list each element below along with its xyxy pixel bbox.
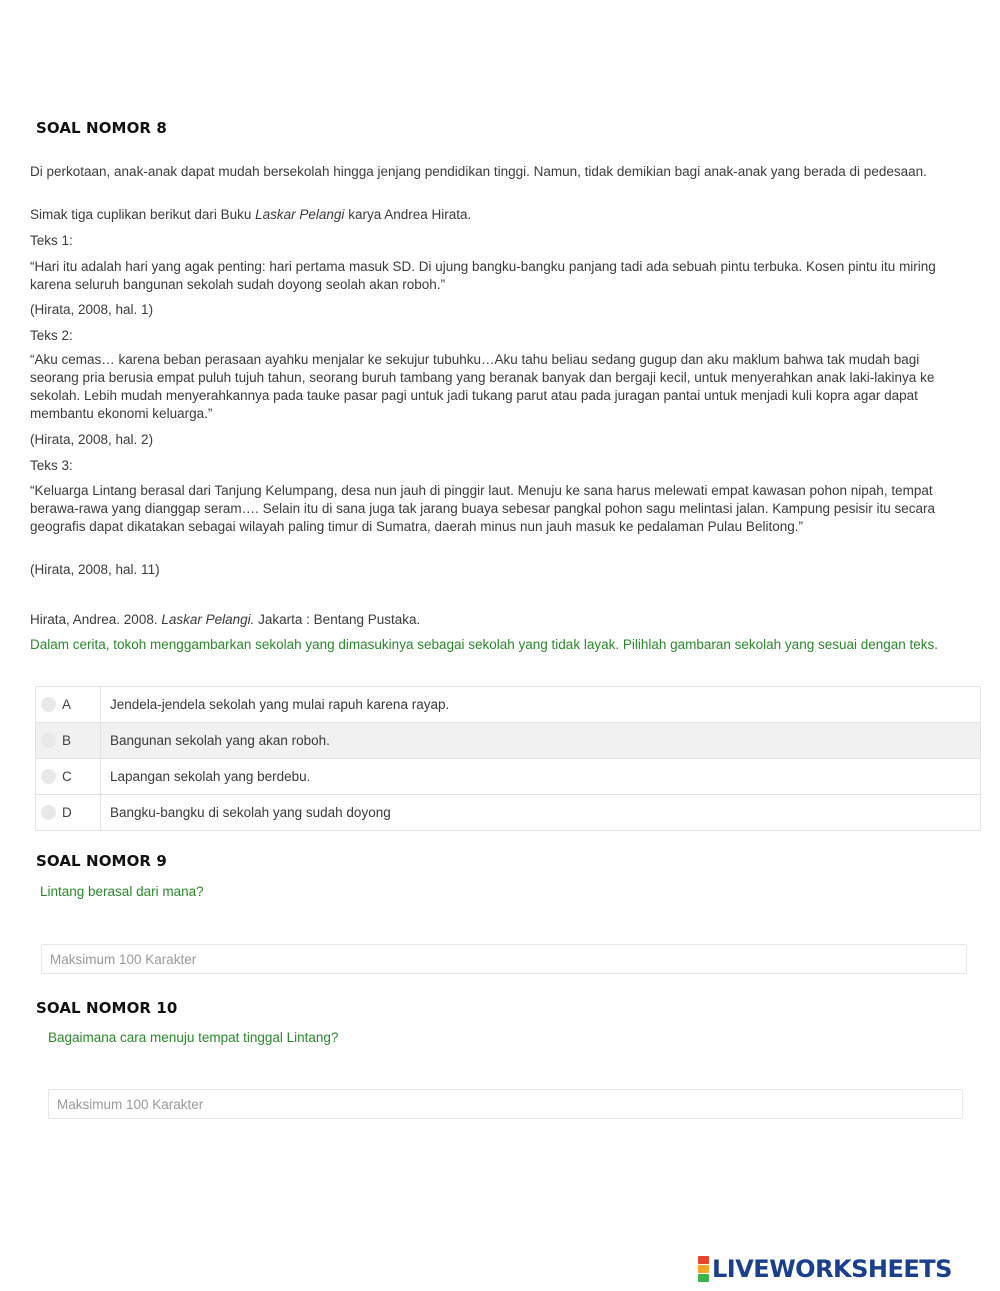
radio-icon[interactable] <box>41 697 56 712</box>
simak-pre: Simak tiga cuplikan berikut dari Buku <box>30 207 256 222</box>
logo-blocks-icon <box>698 1256 709 1282</box>
q9-heading: SOAL NOMOR 9 <box>36 852 167 870</box>
option-b-selector <box>36 723 101 758</box>
q8-heading: SOAL NOMOR 8 <box>36 119 167 137</box>
q10-answer-input[interactable] <box>48 1089 963 1119</box>
ref-pre: Hirata, Andrea. 2008. <box>30 612 162 627</box>
q10-question: Bagaimana cara menuju tempat tinggal Lintang? <box>48 1030 339 1045</box>
ref-post: Jakarta : Bentang Pustaka. <box>254 612 421 627</box>
text1-quote: “Hari itu adalah hari yang agak penting: hari pertama masuk SD. Di ujung bangku-bangku panjang tadi ada sebuah pintu terbuka. Kosen pintu itu miring karena seluruh bangunan sekolah sudah doyong seolah akan roboh.” <box>30 259 936 292</box>
q8-options <box>35 686 981 831</box>
q8-intro: Di perkotaan, anak-anak dapat mudah bersekolah hingga jenjang pendidikan tinggi. Namun, tidak demikian bagi anak-anak yang berada di pedesaan. <box>30 164 927 179</box>
option-a[interactable] <box>36 687 980 723</box>
logo-block-green <box>698 1274 709 1282</box>
text1-label: Teks 1: <box>30 233 73 248</box>
text3-quote: “Keluarga Lintang berasal dari Tanjung Kelumpang, desa nun jauh di pinggir laut. Menuju ke sana harus melewati empat kawasan pohon nipah, tempat berawa-rawa yang dianggap seram…. Selain itu di sana juga tak jarang buaya sebesar pangkal pohon sagu melintasi jalan. Kampung pesisir itu secara geografis dapat dikatakan sebagai wilayah paling timur di Sumatra, daerah minus nun jauh masuk ke pedalaman Pulau Belitong.” <box>30 483 936 534</box>
logo-text: LIVEWORKSHEETS <box>712 1255 952 1283</box>
option-letter: A <box>62 697 72 712</box>
radio-icon[interactable] <box>41 805 56 820</box>
option-a-selector <box>36 687 101 722</box>
bibliography <box>30 611 960 629</box>
option-text: Bangunan sekolah yang akan roboh. <box>110 733 330 748</box>
q10-heading: SOAL NOMOR 10 <box>36 999 178 1017</box>
option-c[interactable] <box>36 759 980 795</box>
option-text: Bangku-bangku di sekolah yang sudah doyong <box>110 805 391 820</box>
q8-simak <box>30 206 960 224</box>
q8-question: Dalam cerita, tokoh menggambarkan sekolah yang dimasukinya sebagai sekolah yang tidak layak. Pilihlah gambaran sekolah yang sesuai dengan teks. <box>30 637 939 652</box>
text3-label: Teks 3: <box>30 458 73 473</box>
radio-icon[interactable] <box>41 733 56 748</box>
option-d[interactable] <box>36 795 980 831</box>
q9-answer-input[interactable] <box>41 944 967 974</box>
option-text: Lapangan sekolah yang berdebu. <box>110 769 311 784</box>
text3-citation: (Hirata, 2008, hal. 11) <box>30 562 160 577</box>
text2-label: Teks 2: <box>30 328 73 343</box>
option-text: Jendela-jendela sekolah yang mulai rapuh karena rayap. <box>110 697 450 712</box>
simak-book-title: Laskar Pelangi <box>255 207 345 222</box>
logo-block-red <box>698 1256 709 1264</box>
q9-question: Lintang berasal dari mana? <box>40 884 204 899</box>
option-letter: D <box>62 805 72 820</box>
text1-citation: (Hirata, 2008, hal. 1) <box>30 302 154 317</box>
option-b[interactable] <box>36 723 980 759</box>
option-letter: B <box>62 733 72 748</box>
text2-citation: (Hirata, 2008, hal. 2) <box>30 432 154 447</box>
option-letter: C <box>62 769 72 784</box>
option-d-selector <box>36 795 101 830</box>
option-c-selector <box>36 759 101 794</box>
simak-post: karya Andrea Hirata. <box>344 207 472 222</box>
ref-book-title: Laskar Pelangi. <box>161 612 255 627</box>
radio-icon[interactable] <box>41 769 56 784</box>
text2-quote: “Aku cemas… karena beban perasaan ayahku menjalar ke sekujur tubuhku…Aku tahu beliau sedang gugup dan aku maklum bahwa tak mudah bagi seorang pria berusia empat puluh tujuh tahun, seorang buruh tambang yang beranak banyak dan bergaji kecil, untuk menyerahkan anak laki-lakinya ke sekolah. Lebih mudah menyerahkannya pada tauke pasar pagi untuk jadi tukang parut atau pada juragan pantai untuk menjadi kuli kopra agar dapat membantu ekonomi keluarga.” <box>30 352 935 421</box>
liveworksheets-logo <box>698 1255 952 1283</box>
logo-block-orange <box>698 1265 709 1273</box>
